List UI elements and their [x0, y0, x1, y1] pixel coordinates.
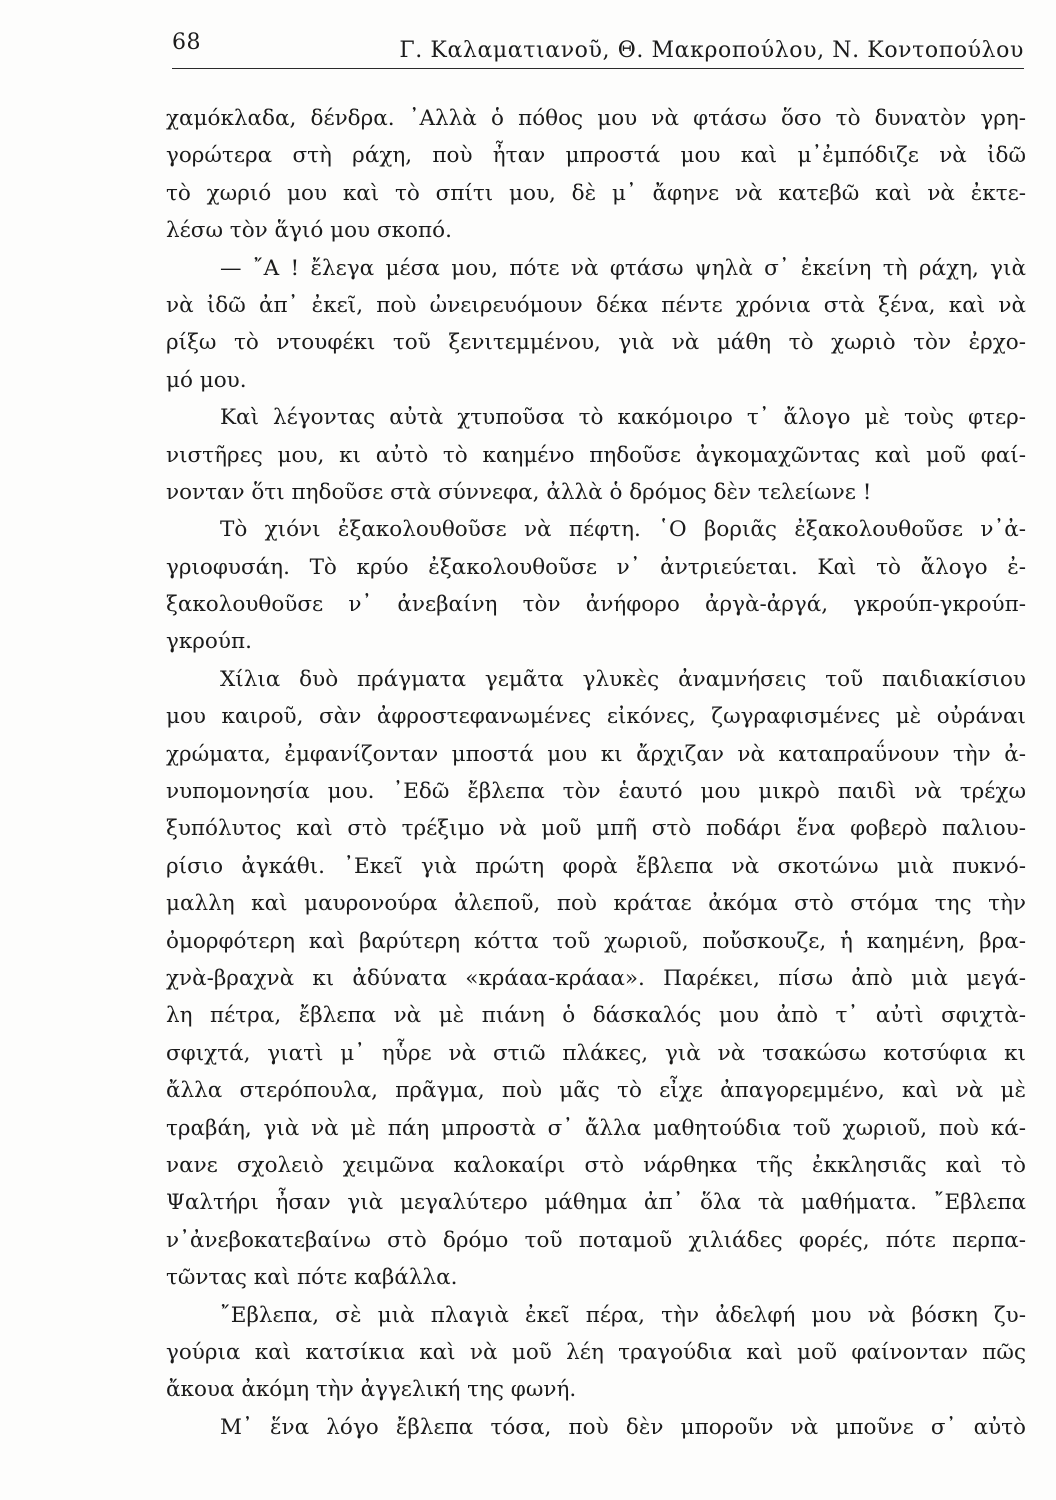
text-line: γκρούπ. — [166, 629, 252, 655]
page-number: 68 — [172, 30, 201, 55]
text-line: τὸ χωριό μου καὶ τὸ σπίτι μου, δὲ μ᾿ ἄφηνε νὰ κατεβῶ καὶ νὰ ἐκτε- — [166, 180, 1026, 206]
text-line: Χίλια δυὸ πράγματα γεμᾶτα γλυκὲς ἀναμνήσεις τοῦ παιδιακίσιου — [220, 666, 1026, 692]
text-line: χνὰ-βραχνὰ κι ἀδύνατα «κράαα-κράαα». Παρέκει, πίσω ἀπὸ μιὰ μεγά- — [166, 965, 1026, 991]
text-line: γορώτερα στὴ ράχη, ποὺ ἦταν μπροστά μου καὶ μ᾿ἐμπόδιζε νὰ ἰδῶ — [166, 143, 1026, 169]
text-line: γούρια καὶ κατσίκια καὶ νὰ μοῦ λέη τραγούδια καὶ μοῦ φαίνονταν πῶς — [166, 1339, 1026, 1365]
text-line: ξυπόλυτος καὶ στὸ τρέξιμο νὰ μοῦ μπῆ στὸ ποδάρι ἕνα φοβερὸ παλιου- — [166, 816, 1026, 842]
text-line: χαμόκλαδα, δένδρα. ᾿Αλλὰ ὁ πόθος μου νὰ φτάσω ὅσο τὸ δυνατὸν γρη- — [166, 106, 1026, 131]
text-line: ξακολουθοῦσε ν᾿ ἀνεβαίνη τὸν ἀνήφορο ἀργὰ-ἀργά, γκρούπ-γκρούπ- — [166, 592, 1026, 618]
body-text — [166, 100, 1026, 1446]
text-line: χρώματα, ἐμφανίζονταν μποστά μου κι ἄρχιζαν νὰ καταπραΰνουν τὴν ἀ- — [166, 741, 1026, 767]
page-header — [172, 28, 1024, 68]
text-line: μου καιροῦ, σὰν ἀφροστεφανωμένες εἰκόνες, ζωγραφισμένες μὲ οὐράναι — [166, 704, 1026, 730]
text-line: ρίξω τὸ ντουφέκι τοῦ ξενιτεμμένου, γιὰ νὰ μάθη τὸ χωριὸ τὸν ἐρχο- — [166, 330, 1026, 356]
text-line: νανε σχολειὸ χειμῶνα καλοκαίρι στὸ νάρθηκα τῆς ἐκκλησιᾶς καὶ τὸ — [166, 1152, 1026, 1178]
text-line: ρίσιο ἀγκάθι. ᾿Εκεῖ γιὰ πρώτη φορὰ ἔβλεπα νὰ σκοτώνω μιὰ πυκνό- — [166, 853, 1026, 879]
text-line: Τὸ χιόνι ἐξακολουθοῦσε νὰ πέφτη. ῾Ο βοριᾶς ἐξακολουθοῦσε ν᾿ἀ- — [220, 517, 1026, 543]
text-line: νὰ ἰδῶ ἀπ᾿ ἐκεῖ, ποὺ ὠνειρευόμουν δέκα πέντε χρόνια στὰ ξένα, καὶ νὰ — [166, 292, 1026, 318]
text-line: νυπομονησία μου. ᾿Εδῶ ἔβλεπα τὸν ἑαυτό μου μικρὸ παιδὶ νὰ τρέχω — [166, 779, 1026, 805]
text-line: νιστῆρες μου, κι αὐτὸ τὸ καημένο πηδοῦσε ἀγκομαχῶντας καὶ μοῦ φαί- — [166, 442, 1026, 468]
text-line: λη πέτρα, ἔβλεπα νὰ μὲ πιάνη ὁ δάσκαλός μου ἀπὸ τ᾿ αὐτὶ σφιχτὰ- — [166, 1003, 1026, 1029]
text-line: μαλλη καὶ μαυρονούρα ἀλεποῦ, ποὺ κράταε ἀκόμα στὸ στόμα της τὴν — [166, 891, 1026, 917]
text-line: — ῎Α ! ἔλεγα μέσα μου, πότε νὰ φτάσω ψηλὰ σ᾿ ἐκείνη τὴ ράχη, γιὰ — [220, 255, 1026, 281]
text-line: γριοφυσάη. Τὸ κρύο ἐξακολουθοῦσε ν᾿ ἀντριεύεται. Καὶ τὸ ἄλογο ἐ- — [166, 554, 1026, 580]
text-line: λέσω τὸν ἅγιό μου σκοπό. — [166, 218, 452, 244]
text-line: ἄκουα ἀκόμη τὴν ἀγγελική της φωνή. — [166, 1377, 577, 1403]
text-line: ν᾿ἀνεβοκατεβαίνω στὸ δρόμο τοῦ ποταμοῦ χιλιάδες φορές, πότε περπα- — [166, 1227, 1026, 1253]
text-line: Μ᾿ ἕνα λόγο ἔβλεπα τόσα, ποὺ δὲν μποροῦν νὰ μποῦνε σ᾿ αὐτὸ — [220, 1414, 1026, 1440]
text-line: ῎Εβλεπα, σὲ μιὰ πλαγιὰ ἐκεῖ πέρα, τὴν ἀδελφή μου νὰ βόσκη ζυ- — [220, 1302, 1026, 1328]
text-line: τῶντας καὶ πότε καβάλλα. — [166, 1265, 458, 1291]
running-head: Γ. Καλαματιανοῦ, Θ. Μακροπούλου, Ν. Κοντοπούλου — [399, 38, 1024, 63]
text-line: ὀμορφότερη καὶ βαρύτερη κόττα τοῦ χωριοῦ, ποὔσκουζε, ἡ καημένη, βρα- — [166, 928, 1026, 954]
text-line: ἄλλα στερόπουλα, πρᾶγμα, ποὺ μᾶς τὸ εἶχε ἀπαγορεμμένο, καὶ νὰ μὲ — [166, 1078, 1026, 1104]
text-line: σφιχτά, γιατὶ μ᾿ ηὗρε νὰ στιῶ πλάκες, γιὰ νὰ τσακώσω κοτσύφια κι — [166, 1040, 1026, 1066]
header-rule — [172, 68, 1024, 69]
text-line: Καὶ λέγοντας αὐτὰ χτυποῦσα τὸ κακόμοιρο τ᾿ ἄλογο μὲ τοὺς φτερ- — [220, 405, 1026, 431]
text-line: τραβάη, γιὰ νὰ μὲ πάη μπροστὰ σ᾿ ἄλλα μαθητούδια τοῦ χωριοῦ, ποὺ κά- — [166, 1115, 1026, 1141]
text-line: Ψαλτήρι ἦσαν γιὰ μεγαλύτερο μάθημα ἀπ᾿ ὅλα τὰ μαθήματα. ῎Εβλεπα — [166, 1190, 1026, 1216]
text-line: μό μου. — [166, 367, 247, 393]
text-line: νονταν ὅτι πηδοῦσε στὰ σύννεφα, ἀλλὰ ὁ δρόμος δὲν τελείωνε ! — [166, 479, 872, 505]
